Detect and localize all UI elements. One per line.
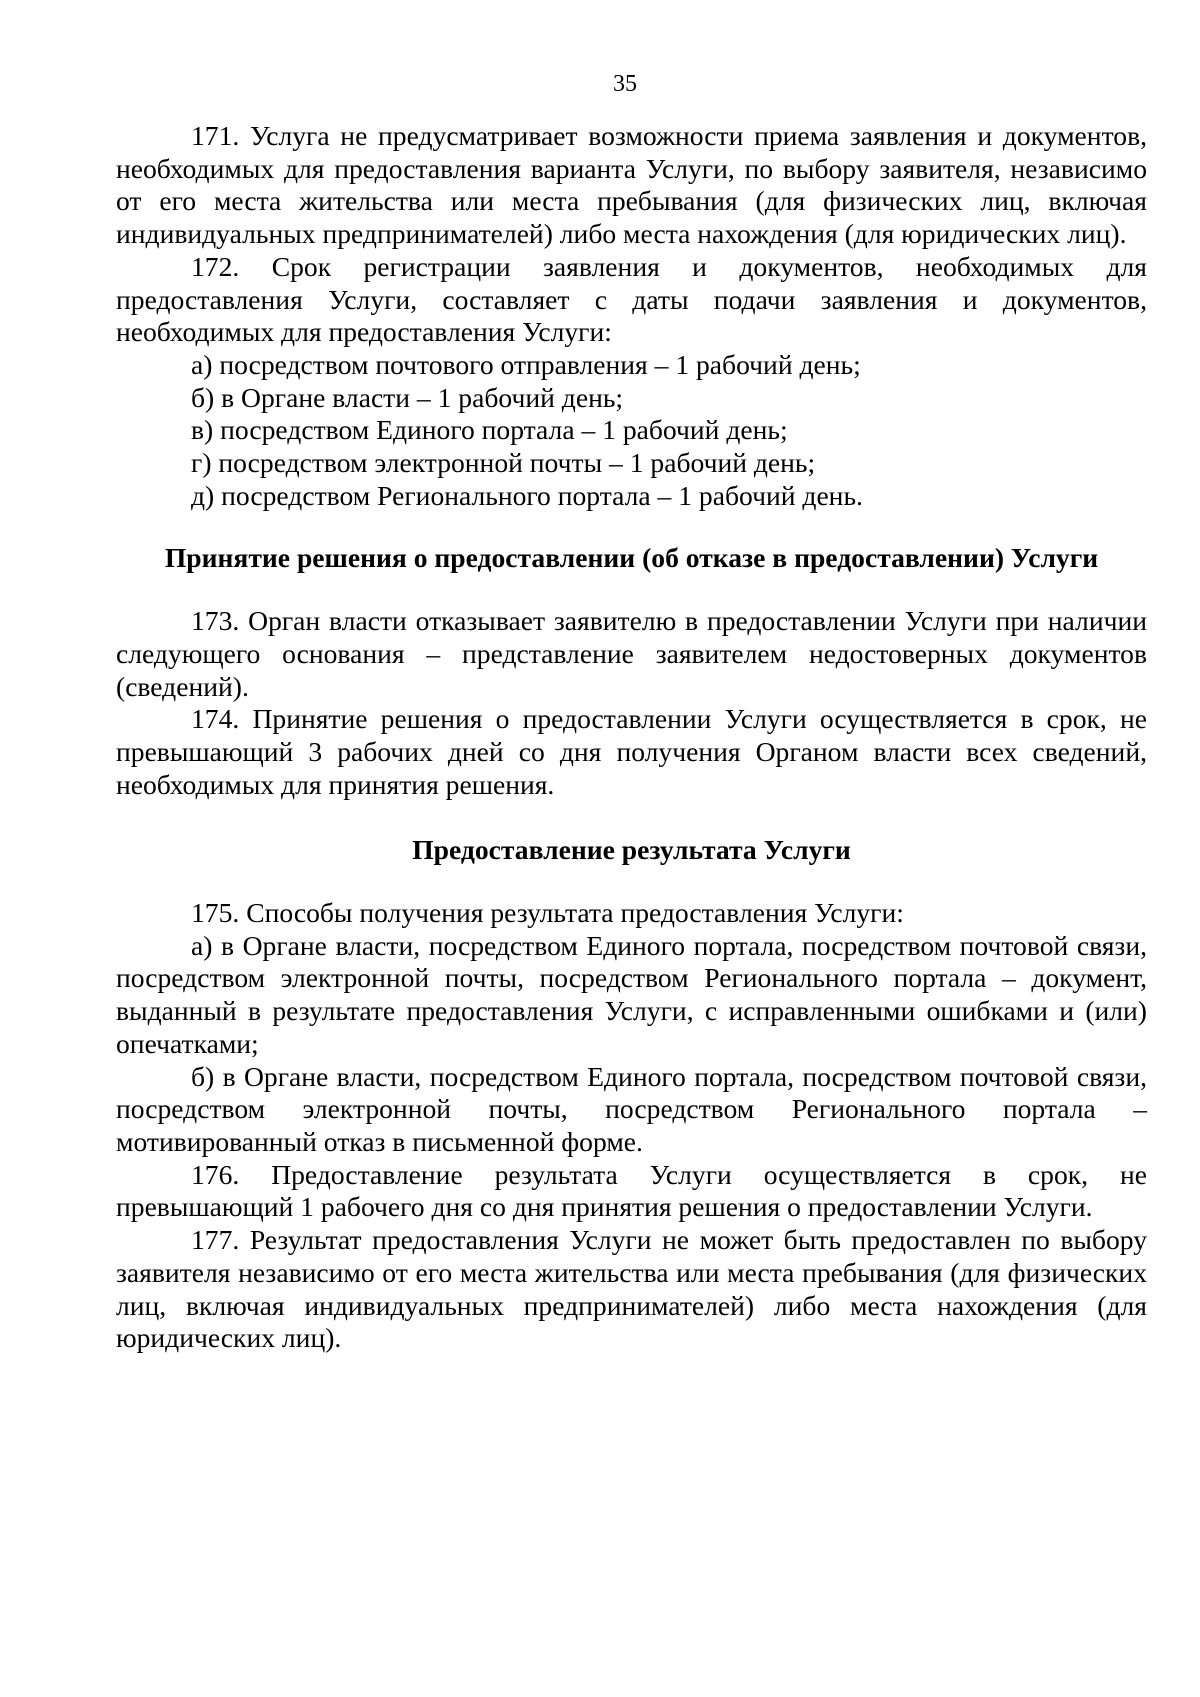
- paragraph-171: 171. Услуга не предусматривает возможности приема заявления и документов, необходимых для предоставления варианта Услуги, по выбору заявителя, независимо от его места жительства или места пребывания (для физических лиц, включая индивидуальных предпринимателей) либо места нахождения (для юридических лиц).: [116, 120, 1147, 250]
- list-item-172-a: а) посредством почтового отправления – 1 рабочий день;: [191, 348, 861, 380]
- paragraph-176: 176. Предоставление результата Услуги осуществляется в срок, не превышающий 1 рабочего дня со дня принятия решения о предоставлении Услуги.: [116, 1158, 1147, 1223]
- section-heading-decision: Принятие решения о предоставлении (об отказе в предоставлении) Услуги: [164, 542, 1099, 574]
- paragraph-175: 175. Способы получения результата предоставления Услуги:: [191, 897, 904, 929]
- document-body: [116, 120, 1147, 1355]
- section-heading-result: Предоставление результата Услуги: [412, 834, 851, 866]
- paragraph-177: 177. Результат предоставления Услуги не может быть предоставлен по выбору заявителя независимо от его места жительства или места пребывания (для физических лиц, включая индивидуальных предпринимателей) либо места нахождения (для юридических лиц).: [116, 1224, 1147, 1354]
- list-item-172-b: б) в Органе власти – 1 рабочий день;: [191, 381, 624, 413]
- list-item-172-g: г) посредством электронной почты – 1 рабочий день;: [191, 447, 816, 479]
- paragraph-172: 172. Срок регистрации заявления и документов, необходимых для предоставления Услуги, составляет с даты подачи заявления и документов, необходимых для предоставления Услуги:: [116, 250, 1147, 348]
- list-item-175-a: а) в Органе власти, посредством Единого портала, посредством почтовой связи, посредством электронной почты, посредством Регионального портала – документ, выданный в результате предоставления Услуги, с исправленными ошибками и (или) опечатками;: [116, 929, 1147, 1059]
- page-number: 35: [613, 71, 637, 97]
- paragraph-173: 173. Орган власти отказывает заявителю в предоставлении Услуги при наличии следующего основания – представление заявителем недостоверных документов (сведений).: [116, 605, 1147, 702]
- list-item-172-d: д) посредством Регионального портала – 1 рабочий день.: [191, 479, 863, 511]
- list-item-175-b: б) в Органе власти, посредством Единого портала, посредством почтовой связи, посредством электронной почты, посредством Регионального портала – мотивированный отказ в письменной форме.: [116, 1060, 1147, 1157]
- paragraph-174: 174. Принятие решения о предоставлении Услуги осуществляется в срок, не превышающий 3 рабочих дней со дня получения Органом власти всех сведений, необходимых для принятия решения.: [116, 703, 1147, 800]
- list-item-172-v: в) посредством Единого портала – 1 рабочий день;: [191, 414, 788, 446]
